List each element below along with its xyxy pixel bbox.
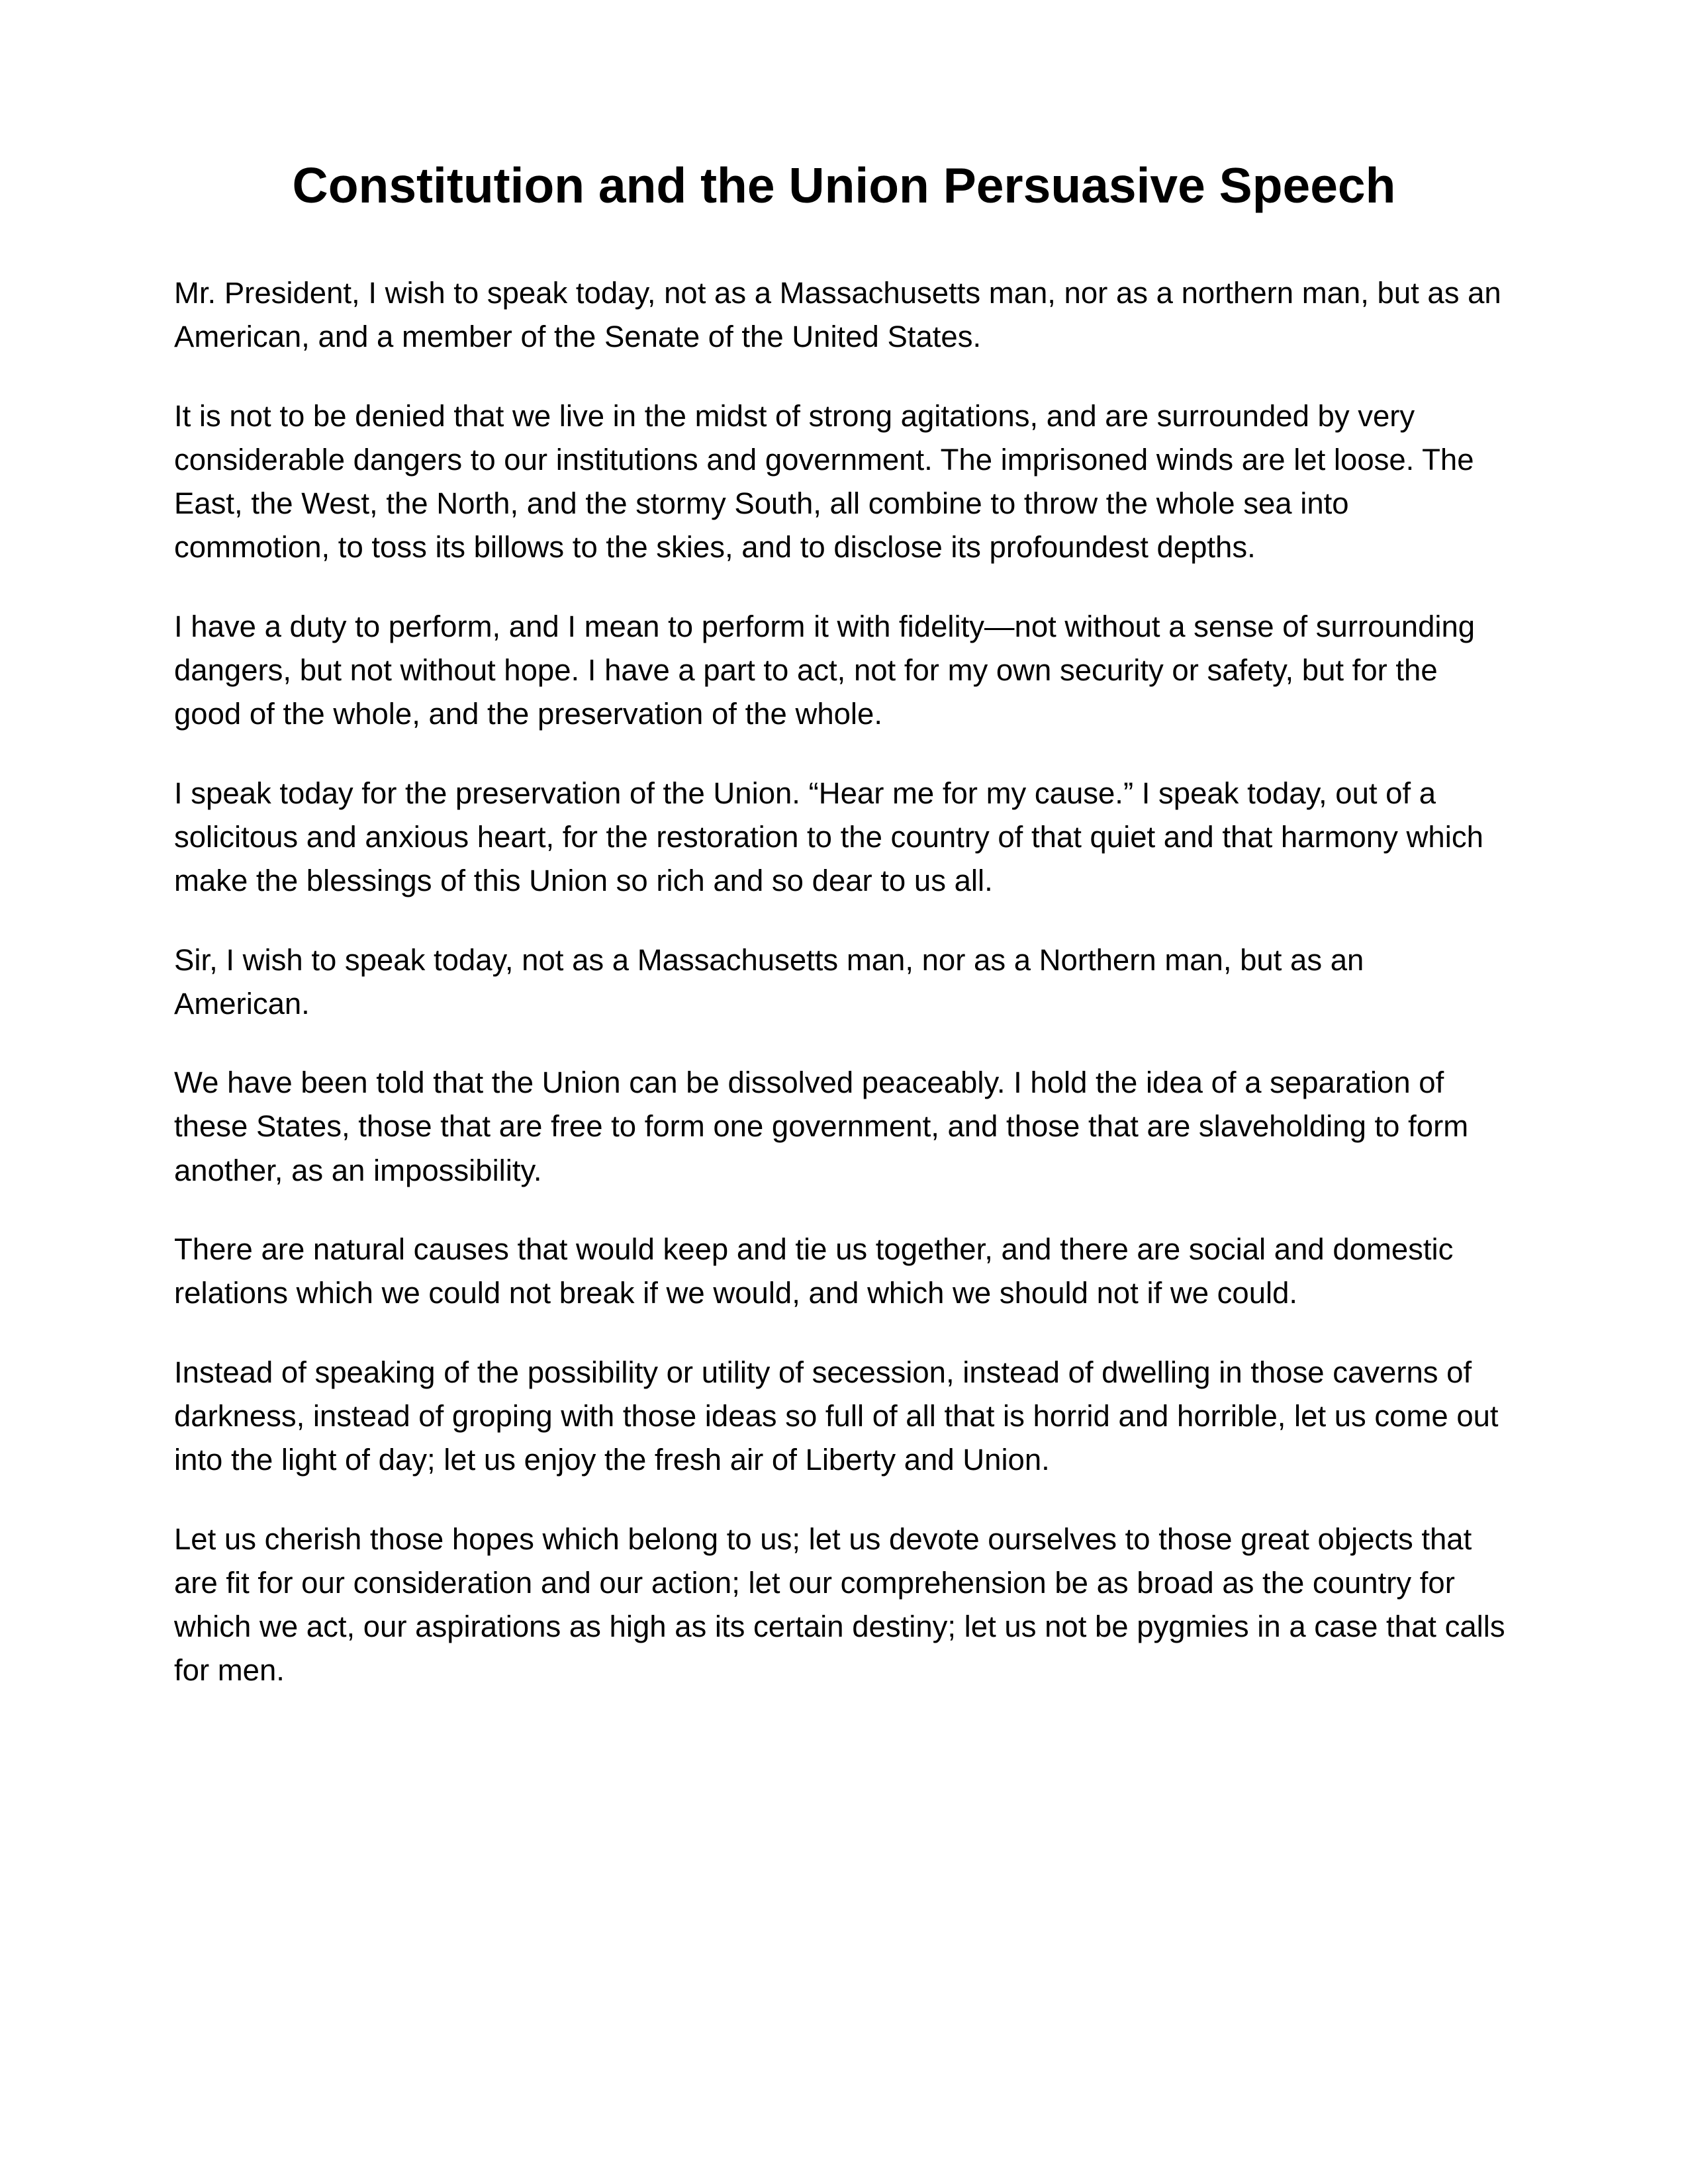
paragraph-3: [174, 605, 1524, 737]
paragraph-line: We have been told that the Union can be dissolved peaceably. I hold the idea of a separation of: [174, 1066, 1444, 1100]
paragraph-5: [174, 938, 1524, 1026]
paragraph-line: American.: [174, 986, 310, 1021]
paragraph-9: [174, 1518, 1524, 1693]
paragraph-line: Mr. President, I wish to speak today, not as a Massachusetts man, nor as a northern man, but as an: [174, 276, 1501, 310]
paragraph-line: Sir, I wish to speak today, not as a Massachusetts man, nor as a Northern man, but as an: [174, 942, 1364, 977]
paragraph-line: I speak today for the preservation of the Union. “Hear me for my cause.” I speak today, out of a: [174, 776, 1436, 810]
paragraph-line: There are natural causes that would keep and tie us together, and there are social and domestic: [174, 1232, 1454, 1267]
paragraph-line: into the light of day; let us enjoy the fresh air of Liberty and Union.: [174, 1443, 1050, 1477]
paragraph-7: [174, 1228, 1524, 1316]
document-body: [174, 271, 1524, 1728]
paragraph-line: commotion, to toss its billows to the skies, and to disclose its profoundest depths.: [174, 530, 1256, 565]
paragraph-8: [174, 1351, 1524, 1482]
paragraph-line: American, and a member of the Senate of the United States.: [174, 320, 982, 354]
paragraph-4: [174, 772, 1524, 903]
paragraph-2: [174, 394, 1524, 570]
paragraph-line: make the blessings of this Union so rich and so dear to us all.: [174, 864, 993, 898]
document-title: Constitution and the Union Persuasive Speech: [292, 158, 1396, 213]
paragraph-line: are fit for our consideration and our action; let our comprehension be as broad as the country for: [174, 1565, 1455, 1600]
paragraph-line: Instead of speaking of the possibility or utility of secession, instead of dwelling in those caverns of: [174, 1355, 1472, 1389]
paragraph-line: relations which we could not break if we would, and which we should not if we could.: [174, 1276, 1298, 1310]
paragraph-line: considerable dangers to our institutions and government. The imprisoned winds are let loose. The: [174, 442, 1474, 477]
paragraph-line: these States, those that are free to form one government, and those that are slaveholding to form: [174, 1109, 1469, 1144]
paragraph-line: for men.: [174, 1653, 285, 1688]
paragraph-line: good of the whole, and the preservation of the whole.: [174, 697, 882, 731]
paragraph-line: East, the West, the North, and the stormy South, all combine to throw the whole sea into: [174, 486, 1349, 521]
paragraph-line: darkness, instead of groping with those ideas so full of all that is horrid and horrible, let us come out: [174, 1398, 1499, 1433]
paragraph-6: [174, 1061, 1524, 1193]
paragraph-1: [174, 271, 1524, 359]
paragraph-line: solicitous and anxious heart, for the restoration to the country of that quiet and that harmony which: [174, 819, 1483, 854]
paragraph-line: It is not to be denied that we live in the midst of strong agitations, and are surrounded by very: [174, 398, 1415, 433]
paragraph-line: I have a duty to perform, and I mean to perform it with fidelity—not without a sense of surrounding: [174, 609, 1476, 643]
paragraph-line: Let us cherish those hopes which belong to us; let us devote ourselves to those great objects that: [174, 1522, 1472, 1556]
paragraph-line: dangers, but not without hope. I have a part to act, not for my own security or safety, but for the: [174, 653, 1438, 688]
paragraph-line: which we act, our aspirations as high as its certain destiny; let us not be pygmies in a case that calls: [174, 1610, 1505, 1644]
paragraph-line: another, as an impossibility.: [174, 1153, 542, 1187]
